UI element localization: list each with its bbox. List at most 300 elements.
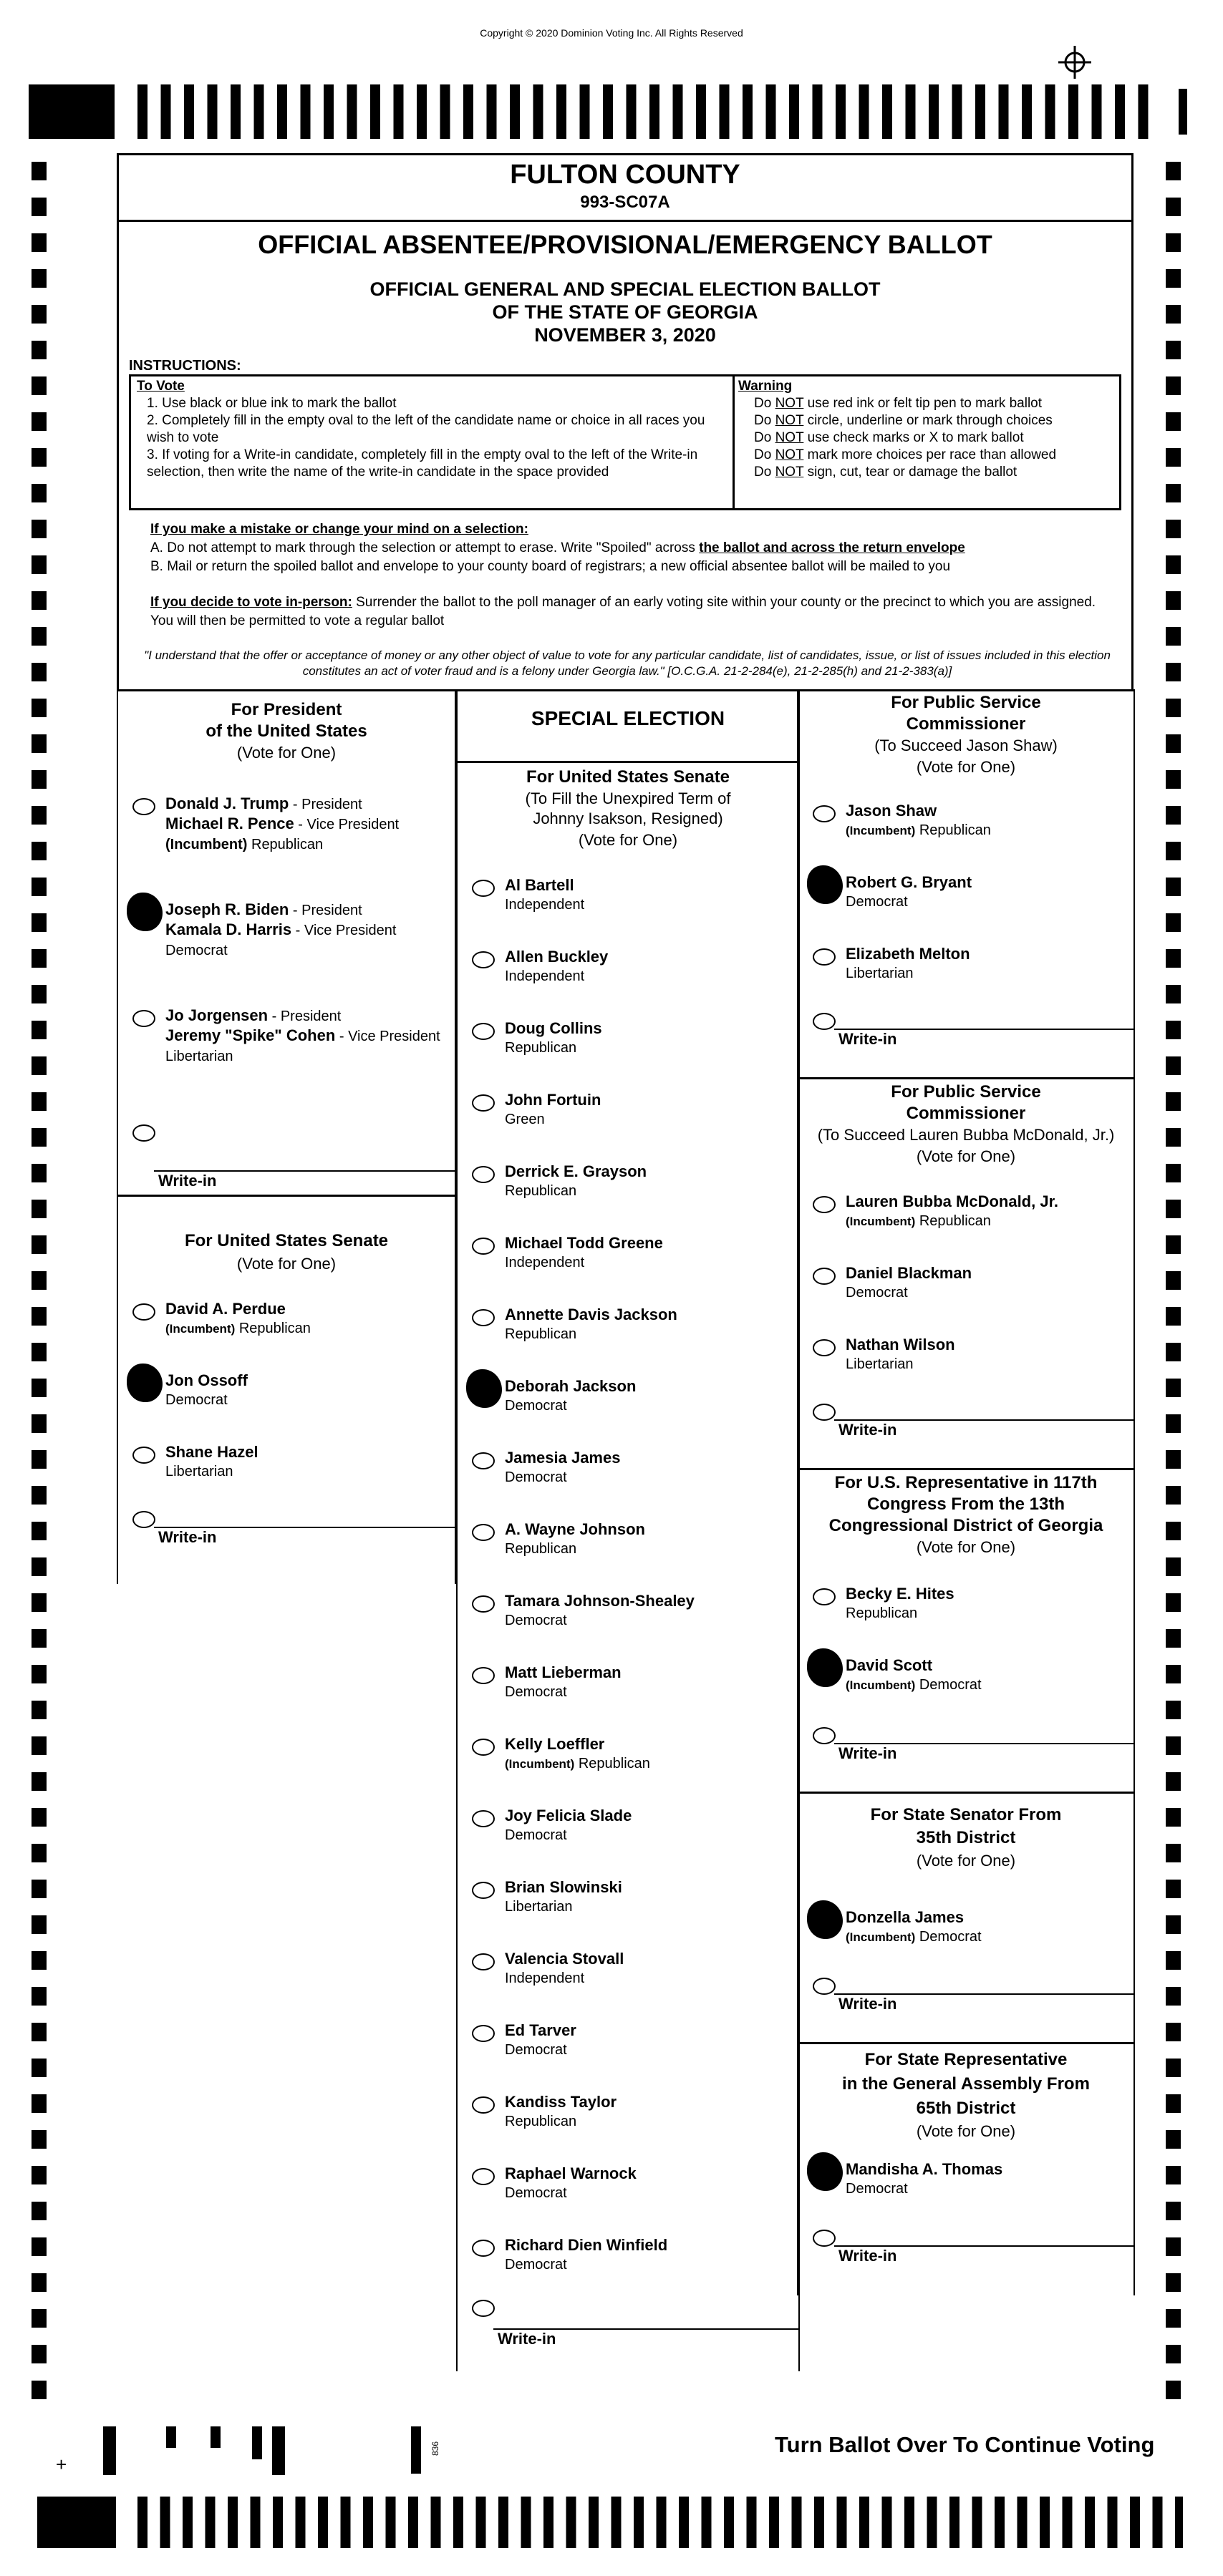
inperson-section [150, 593, 1117, 631]
candidate-row[interactable] [458, 1162, 798, 1219]
timing-bar [975, 84, 985, 139]
candidate-party [505, 2184, 567, 2202]
senator-writein[interactable] [798, 1978, 1133, 2035]
candidate-row[interactable] [798, 1192, 1133, 1249]
timing-bar [1063, 2497, 1073, 2548]
writein-oval[interactable] [132, 1511, 155, 1528]
timing-bar [836, 84, 846, 139]
special-senate-writein[interactable] [458, 2300, 798, 2357]
ballot-style-code: 836 [430, 2441, 441, 2456]
candidate-party [505, 2041, 567, 2059]
side-timing-mark [1166, 305, 1181, 324]
candidate-row[interactable] [458, 1305, 798, 1362]
writein-oval[interactable] [813, 1013, 836, 1030]
candidate-oval[interactable] [472, 951, 495, 968]
side-timing-mark [32, 663, 47, 681]
timing-bar [1175, 2497, 1183, 2548]
side-timing-mark [1166, 1557, 1181, 1576]
side-timing-mark [32, 1343, 47, 1361]
candidate-name: Donzella James [846, 1908, 965, 1926]
warning-item [754, 464, 1111, 481]
candidate-oval[interactable] [472, 1739, 495, 1756]
side-timing-mark [1166, 2202, 1181, 2220]
side-timing-mark [32, 1414, 47, 1433]
timing-bar [453, 2497, 463, 2548]
writein-label: Write-in [158, 1172, 217, 1190]
candidate-party [165, 1391, 228, 1409]
timing-bar [296, 2497, 306, 2548]
side-timing-mark [32, 448, 47, 467]
timing-bar [254, 84, 264, 139]
candidate-oval[interactable] [472, 880, 495, 897]
header-divider [119, 220, 1131, 222]
timing-bar [949, 2497, 959, 2548]
timing-bar [702, 2497, 712, 2548]
mistake-title: If you make a mistake or change your mind on a selection: [150, 522, 528, 537]
timing-bar [580, 84, 590, 139]
candidate-ticket[interactable] [118, 794, 455, 865]
psc1-writein[interactable] [798, 1013, 1133, 1070]
candidate-name: David A. Perdue [165, 1300, 286, 1318]
timing-bar [904, 2497, 914, 2548]
party-label: Democrat [505, 1827, 567, 1843]
candidate-oval[interactable] [472, 2096, 495, 2114]
instructions-label: INSTRUCTIONS: [129, 358, 241, 374]
candidate-row[interactable] [458, 1591, 798, 1648]
candidate-row[interactable] [458, 1376, 798, 1434]
timing-bar [1153, 2497, 1163, 2548]
candidate-oval-filled[interactable] [807, 865, 843, 904]
house-vote-for: (Vote for One) [916, 1538, 1016, 1556]
side-timing-mark [1166, 1235, 1181, 1254]
candidate-oval-filled[interactable] [807, 1900, 843, 1939]
psc1-title-line2: Commissioner [906, 714, 1026, 734]
candidate-ticket[interactable] [118, 1006, 455, 1077]
candidate-name: Raphael Warnock [505, 2164, 637, 2182]
timing-bar [929, 84, 939, 139]
warning-item [754, 395, 1111, 412]
side-timing-mark [1166, 699, 1181, 717]
side-timing-mark [32, 878, 47, 896]
side-timing-mark [1166, 2059, 1181, 2077]
candidate-row[interactable] [798, 873, 1133, 930]
candidate-oval-filled[interactable] [127, 893, 163, 931]
house-title-line3: Congressional District of Georgia [828, 1516, 1103, 1535]
candidate-oval[interactable] [813, 1196, 836, 1213]
candidate-oval[interactable] [813, 1339, 836, 1356]
writein-oval[interactable] [813, 2230, 836, 2247]
candidate-party [165, 835, 323, 854]
side-timing-mark [32, 269, 47, 288]
incumbent-label: (Incumbent) [165, 1322, 236, 1336]
timing-bar [137, 2497, 148, 2548]
side-timing-mark [1166, 162, 1181, 180]
side-timing-mark [1166, 269, 1181, 288]
timing-block [29, 84, 115, 139]
candidate-party [505, 1325, 576, 1343]
timing-bar [789, 84, 799, 139]
side-timing-mark [1166, 2166, 1181, 2184]
candidate-oval[interactable] [472, 1238, 495, 1255]
side-timing-mark [1166, 1736, 1181, 1755]
senate-title: For United States Senate [184, 1231, 389, 1250]
timing-bar [228, 2497, 238, 2548]
candidate-oval[interactable] [813, 1588, 836, 1605]
race-separator [458, 761, 798, 763]
side-timing-mark [32, 1021, 47, 1039]
side-timing-mark [32, 1665, 47, 1683]
side-timing-mark [32, 1092, 47, 1111]
side-timing-mark [32, 627, 47, 646]
candidate-row[interactable] [798, 1907, 1133, 1965]
party-label: Libertarian [846, 966, 914, 981]
senator-vote-for: (Vote for One) [916, 1852, 1016, 1870]
bottom-id-marks [43, 2425, 473, 2482]
candidate-name: Ed Tarver [505, 2021, 576, 2039]
candidate-oval[interactable] [472, 1094, 495, 1112]
candidate-row[interactable] [798, 1335, 1133, 1392]
side-timing-mark [1166, 1880, 1181, 1898]
candidate-name: Deborah Jackson [505, 1377, 637, 1395]
timing-bar [882, 2497, 892, 2548]
warning-item [754, 412, 1111, 429]
instructions-box [129, 374, 1121, 510]
writein-oval[interactable] [813, 1727, 836, 1744]
candidate-row[interactable] [118, 1442, 455, 1500]
side-timing-mark [32, 1808, 47, 1827]
side-timing-mark [32, 1128, 47, 1147]
warning-text: use check marks or X to mark ballot [803, 430, 1024, 445]
timing-bar [906, 84, 916, 139]
candidate-party [846, 1212, 991, 1231]
side-timing-mark [1166, 1164, 1181, 1182]
candidate-name: Michael Todd Greene [505, 1234, 663, 1252]
president-role: - President [268, 1008, 342, 1024]
candidate-row[interactable] [458, 1949, 798, 2006]
candidate-row[interactable] [458, 2092, 798, 2149]
candidate-row[interactable] [798, 801, 1133, 858]
timing-bar [1115, 84, 1125, 139]
president-role: - President [289, 903, 362, 918]
timing-bar [696, 84, 706, 139]
senate-writein[interactable] [118, 1511, 455, 1568]
timing-bar [657, 2497, 667, 2548]
candidate-row[interactable] [118, 1299, 455, 1356]
side-timing-mark [32, 2345, 47, 2363]
candidate-oval[interactable] [472, 1452, 495, 1469]
party-label: Republican [505, 1040, 577, 1056]
writein-label: Write-in [498, 2330, 556, 2348]
side-timing-mark [1166, 2381, 1181, 2399]
timing-bar [589, 2497, 599, 2548]
race-separator [798, 1077, 1133, 1079]
timing-bar [440, 84, 450, 139]
timing-bar [208, 84, 218, 139]
writein-oval[interactable] [472, 2300, 495, 2317]
side-timing-mark [32, 1987, 47, 2006]
side-timing-mark [1166, 949, 1181, 968]
candidate-oval[interactable] [472, 1309, 495, 1326]
incumbent-label: (Incumbent) [846, 824, 916, 837]
race-separator [798, 1468, 1133, 1470]
timing-bar [184, 84, 194, 139]
candidate-oval[interactable] [472, 2025, 495, 2042]
senator-title-line1: For State Senator From [870, 1805, 1062, 1824]
staterep-writein[interactable] [798, 2230, 1133, 2287]
side-timing-mark [1166, 1200, 1181, 1218]
candidate-row[interactable] [458, 1520, 798, 1577]
candidate-party [165, 1047, 233, 1066]
party-label: Democrat [915, 1929, 982, 1945]
candidate-row[interactable] [458, 1448, 798, 1505]
ballot-header [117, 153, 1133, 691]
candidate-party [165, 1319, 311, 1338]
president-title-line1: For President [231, 700, 342, 719]
candidate-party [846, 1676, 982, 1695]
timing-bar [556, 84, 566, 139]
timing-bar [1017, 2497, 1028, 2548]
race-separator [798, 2042, 1133, 2044]
side-timing-mark [1166, 448, 1181, 467]
candidate-row[interactable] [798, 1263, 1133, 1321]
party-label: Libertarian [846, 1356, 914, 1372]
candidate-name: Jamesia James [505, 1449, 621, 1467]
president-name: Donald J. Trump [165, 794, 289, 812]
timing-bar [859, 84, 869, 139]
county-name: FULTON COUNTY [510, 160, 740, 190]
candidate-name: Becky E. Hites [846, 1585, 954, 1603]
side-timing-mark [1166, 520, 1181, 538]
timing-bar [720, 84, 730, 139]
side-timing-mark [32, 806, 47, 825]
timing-bar [814, 2497, 824, 2548]
candidate-oval-filled[interactable] [127, 1364, 163, 1402]
side-timing-mark [1166, 233, 1181, 252]
side-timing-mark [32, 913, 47, 932]
timing-bar [370, 84, 380, 139]
candidate-row[interactable] [458, 1090, 798, 1147]
side-timing-mark [1166, 913, 1181, 932]
candidate-row[interactable] [458, 1734, 798, 1792]
writein-oval[interactable] [132, 1124, 155, 1142]
candidate-row[interactable] [798, 1584, 1133, 1641]
ballot-code: 993-SC07A [580, 193, 670, 212]
side-timing-mark [32, 233, 47, 252]
timing-bar [277, 84, 287, 139]
candidate-oval[interactable] [472, 1595, 495, 1613]
party-label: Democrat [846, 1285, 908, 1301]
party-label: Democrat [505, 1684, 567, 1700]
timing-bar [679, 2497, 689, 2548]
party-label: Republican [247, 837, 324, 852]
candidate-name: Shane Hazel [165, 1443, 258, 1461]
side-timing-mark [32, 2309, 47, 2328]
side-timing-mark [1166, 985, 1181, 1003]
timing-bar [463, 84, 473, 139]
ballot-type: OFFICIAL ABSENTEE/PROVISIONAL/EMERGENCY BALLOT [258, 230, 992, 259]
candidate-name: Tamara Johnson-Shealey [505, 1592, 695, 1610]
staterep-title-line1: For State Representative [864, 2050, 1068, 2069]
candidate-name: Brian Slowinski [505, 1878, 622, 1896]
candidate-row[interactable] [458, 1663, 798, 1720]
side-timing-mark [32, 1164, 47, 1182]
side-timing-mark [32, 2094, 47, 2113]
candidate-party [165, 1462, 233, 1481]
timing-bar [999, 84, 1009, 139]
candidate-row[interactable] [118, 1371, 455, 1428]
special-senate-vote-for: (Vote for One) [578, 831, 678, 849]
candidate-row[interactable] [458, 1877, 798, 1935]
candidate-oval[interactable] [132, 1447, 155, 1464]
president-candidate [165, 900, 362, 920]
candidate-oval-filled[interactable] [466, 1369, 502, 1408]
warning-text: Do [754, 413, 775, 428]
side-timing-mark [32, 2166, 47, 2184]
candidate-oval[interactable] [132, 1010, 155, 1027]
side-timing-mark [32, 341, 47, 359]
president-vote-for: (Vote for One) [236, 744, 337, 762]
candidate-row[interactable] [798, 2159, 1133, 2217]
senate-vote-for: (Vote for One) [236, 1255, 337, 1273]
mistake-step-a [150, 539, 1117, 558]
party-label: Republican [505, 1326, 577, 1342]
candidate-name: Kandiss Taylor [505, 2093, 617, 2111]
party-label: Republican [915, 822, 991, 838]
candidate-party [505, 2112, 576, 2131]
candidate-oval[interactable] [132, 1303, 155, 1321]
vice-president-name: Michael R. Pence [165, 815, 294, 832]
candidate-row[interactable] [798, 1656, 1133, 1713]
side-timing-mark [1166, 663, 1181, 681]
warning-not: NOT [775, 430, 804, 445]
warning-divider [733, 376, 735, 508]
timing-bar [1068, 84, 1078, 139]
candidate-row[interactable] [458, 875, 798, 933]
writein-label: Write-in [838, 1030, 897, 1048]
candidate-row[interactable] [458, 2235, 798, 2293]
president-writein[interactable] [118, 1119, 455, 1190]
timing-bar [612, 2497, 622, 2548]
candidate-oval[interactable] [813, 948, 836, 966]
writein-oval[interactable] [813, 1978, 836, 1995]
timing-bar [972, 2497, 982, 2548]
to-vote-step: 2. Completely fill in the empty oval to the left of the candidate name or choice in all races you wish to vote [147, 413, 705, 445]
timing-marks-top [29, 84, 1194, 139]
warning-text: Do [754, 396, 775, 411]
side-timing-mark [1166, 1808, 1181, 1827]
candidate-oval-filled[interactable] [807, 2152, 843, 2191]
candidate-oval[interactable] [472, 1166, 495, 1183]
candidate-row[interactable] [458, 2021, 798, 2078]
side-timing-mark [1166, 1450, 1181, 1469]
psc2-writein[interactable] [798, 1404, 1133, 1461]
candidate-name: Jason Shaw [846, 802, 937, 820]
candidate-oval[interactable] [472, 2168, 495, 2185]
candidate-party [846, 821, 991, 840]
incumbent-label: (Incumbent) [165, 837, 248, 852]
side-timing-mark [1166, 878, 1181, 896]
side-timing-mark [1166, 1486, 1181, 1505]
candidate-oval[interactable] [472, 1524, 495, 1541]
side-timing-mark [1166, 1593, 1181, 1612]
psc1-title-line1: For Public Service [891, 693, 1041, 712]
president-name: Joseph R. Biden [165, 900, 289, 918]
side-timing-mark [1166, 2094, 1181, 2113]
special-election-title: SPECIAL ELECTION [531, 707, 725, 729]
candidate-row[interactable] [458, 2164, 798, 2221]
candidate-oval[interactable] [472, 1882, 495, 1899]
candidate-oval[interactable] [813, 1268, 836, 1285]
side-timing-mark [1166, 1343, 1181, 1361]
vice-president-role: - Vice President [294, 817, 400, 832]
candidate-row[interactable] [458, 947, 798, 1004]
candidate-oval[interactable] [472, 2240, 495, 2257]
ballot-title-line2: OF THE STATE OF GEORGIA [492, 301, 758, 323]
side-timing-mark [32, 842, 47, 860]
writein-label: Write-in [838, 1744, 897, 1762]
left-column [117, 689, 456, 1584]
copyright-notice: Copyright © 2020 Dominion Voting Inc. All Rights Reserved [480, 27, 743, 39]
timing-bar [251, 2497, 261, 2548]
warning-not: NOT [775, 465, 804, 480]
candidate-oval-filled[interactable] [807, 1648, 843, 1687]
house-writein[interactable] [798, 1727, 1133, 1784]
writein-oval[interactable] [813, 1404, 836, 1421]
party-label: Republican [505, 1541, 577, 1557]
candidate-oval[interactable] [472, 1810, 495, 1827]
candidate-oval[interactable] [472, 1953, 495, 1970]
side-timing-mark [1166, 1701, 1181, 1719]
svg-text:+: + [56, 2454, 67, 2475]
warning-text: Do [754, 465, 775, 480]
side-timing-mark [1166, 2023, 1181, 2041]
candidate-name: Allen Buckley [505, 948, 609, 966]
candidate-name: Elizabeth Melton [846, 945, 970, 963]
candidate-oval[interactable] [813, 805, 836, 822]
side-timing-mark [32, 376, 47, 395]
candidate-party [505, 1540, 576, 1558]
party-label: Republican [574, 1756, 650, 1771]
candidate-row[interactable] [458, 1233, 798, 1291]
side-timing-mark [32, 734, 47, 753]
side-timing-mark [32, 555, 47, 574]
candidate-name: Derrick E. Grayson [505, 1162, 647, 1180]
candidate-party [505, 1182, 576, 1200]
candidate-ticket[interactable] [118, 900, 455, 971]
side-timing-mark [32, 1951, 47, 1970]
candidate-row[interactable] [798, 944, 1133, 1001]
candidate-oval[interactable] [132, 798, 155, 815]
incumbent-label: (Incumbent) [846, 1930, 916, 1944]
candidate-oval[interactable] [472, 1023, 495, 1040]
side-timing-mark [1166, 1951, 1181, 1970]
side-timing-mark [1166, 555, 1181, 574]
candidate-oval[interactable] [472, 1667, 495, 1684]
party-label: Republican [915, 1213, 991, 1229]
candidate-row[interactable] [458, 1806, 798, 1863]
candidate-row[interactable] [458, 1019, 798, 1076]
side-timing-mark [1166, 627, 1181, 646]
side-timing-mark [1166, 734, 1181, 753]
side-timing-mark [32, 1235, 47, 1254]
side-timing-mark [32, 1056, 47, 1075]
side-timing-mark [1166, 341, 1181, 359]
timing-bar [476, 2497, 486, 2548]
candidate-name: A. Wayne Johnson [505, 1520, 645, 1538]
party-label: Independent [505, 1970, 585, 1986]
side-timing-mark [32, 1486, 47, 1505]
timing-bar [995, 2497, 1005, 2548]
